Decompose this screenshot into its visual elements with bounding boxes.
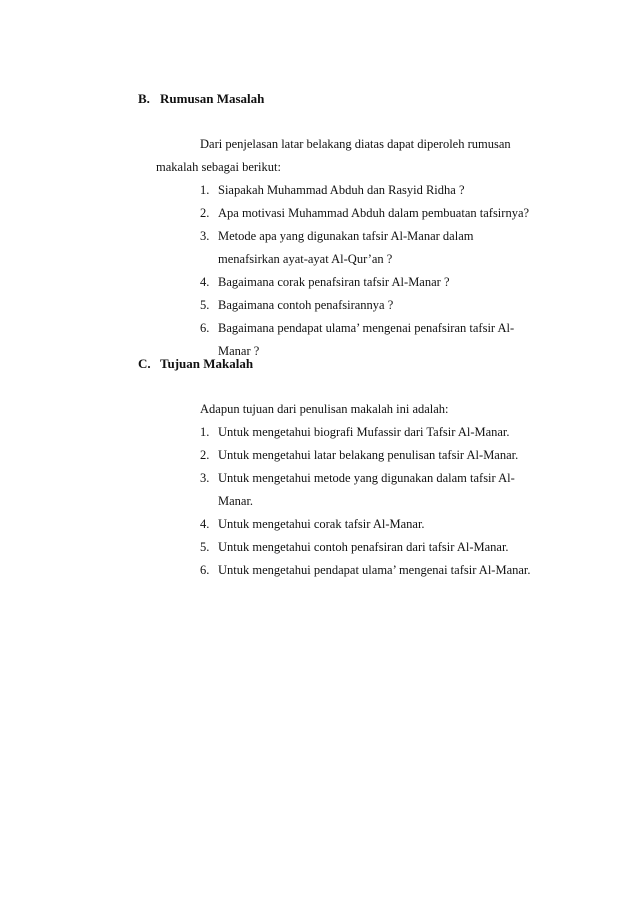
list-item <box>200 467 531 490</box>
list-text: Bagaimana contoh penafsirannya ? <box>218 298 394 312</box>
list-item <box>200 179 529 202</box>
list-text: Untuk mengetahui contoh penafsiran dari tafsir Al-Manar. <box>218 540 509 554</box>
list-item <box>200 421 531 444</box>
list-number: 5. <box>200 298 210 312</box>
list-number: 2. <box>200 448 210 462</box>
list-item <box>200 271 529 294</box>
list-number: 1. <box>200 425 210 439</box>
list-text: Metode apa yang digunakan tafsir Al-Manar dalam <box>218 229 474 243</box>
list-text: Untuk mengetahui biografi Mufassir dari Tafsir Al-Manar. <box>218 425 510 439</box>
list-text: Apa motivasi Muhammad Abduh dalam pembuatan tafsirnya? <box>218 206 530 220</box>
list-text: Siapakah Muhammad Abduh dan Rasyid Ridha ? <box>218 183 465 197</box>
list-text: Untuk mengetahui pendapat ulama’ mengenai tafsir Al-Manar. <box>218 563 531 577</box>
list-item <box>200 294 529 317</box>
list-item <box>200 536 531 559</box>
list-number: 5. <box>200 540 210 554</box>
list-item <box>200 317 529 340</box>
list-number: 6. <box>200 563 210 577</box>
list-number: 3. <box>200 229 210 243</box>
list-text: Untuk mengetahui latar belakang penulisan tafsir Al-Manar. <box>218 448 519 462</box>
list-number: 4. <box>200 275 210 289</box>
list-text: Untuk mengetahui corak tafsir Al-Manar. <box>218 517 425 531</box>
section-c-intro: Adapun tujuan dari penulisan makalah ini adalah: <box>200 402 449 416</box>
list-text: Bagaimana pendapat ulama’ mengenai penafsiran tafsir Al- <box>218 321 515 335</box>
list-item <box>200 444 531 467</box>
section-b-intro-line1: Dari penjelasan latar belakang diatas dapat diperoleh rumusan <box>200 137 511 151</box>
list-item-continuation <box>200 248 529 271</box>
section-b-title: Rumusan Masalah <box>160 91 265 106</box>
list-number: 2. <box>200 206 210 220</box>
list-text: menafsirkan ayat-ayat Al-Qur’an ? <box>218 252 393 266</box>
section-b-heading <box>138 91 264 107</box>
list-item <box>200 513 531 536</box>
section-c-objective-list <box>200 421 531 582</box>
list-item <box>200 559 531 582</box>
section-c-heading <box>138 356 253 372</box>
list-text: Bagaimana corak penafsiran tafsir Al-Manar ? <box>218 275 450 289</box>
section-b-intro-line2: makalah sebagai berikut: <box>156 160 281 174</box>
list-text: Untuk mengetahui metode yang digunakan dalam tafsir Al- <box>218 471 515 485</box>
list-number: 6. <box>200 321 210 335</box>
list-text: Manar. <box>218 494 254 508</box>
section-b-letter: B. <box>138 91 150 106</box>
section-c-letter: C. <box>138 356 151 371</box>
list-item <box>200 202 529 225</box>
list-number: 3. <box>200 471 210 485</box>
list-number: 4. <box>200 517 210 531</box>
list-number: 1. <box>200 183 210 197</box>
section-c-title: Tujuan Makalah <box>160 356 254 371</box>
list-item <box>200 225 529 248</box>
section-b-question-list <box>200 179 529 363</box>
list-item-continuation <box>200 490 531 513</box>
list-text: Manar ? <box>218 344 260 358</box>
